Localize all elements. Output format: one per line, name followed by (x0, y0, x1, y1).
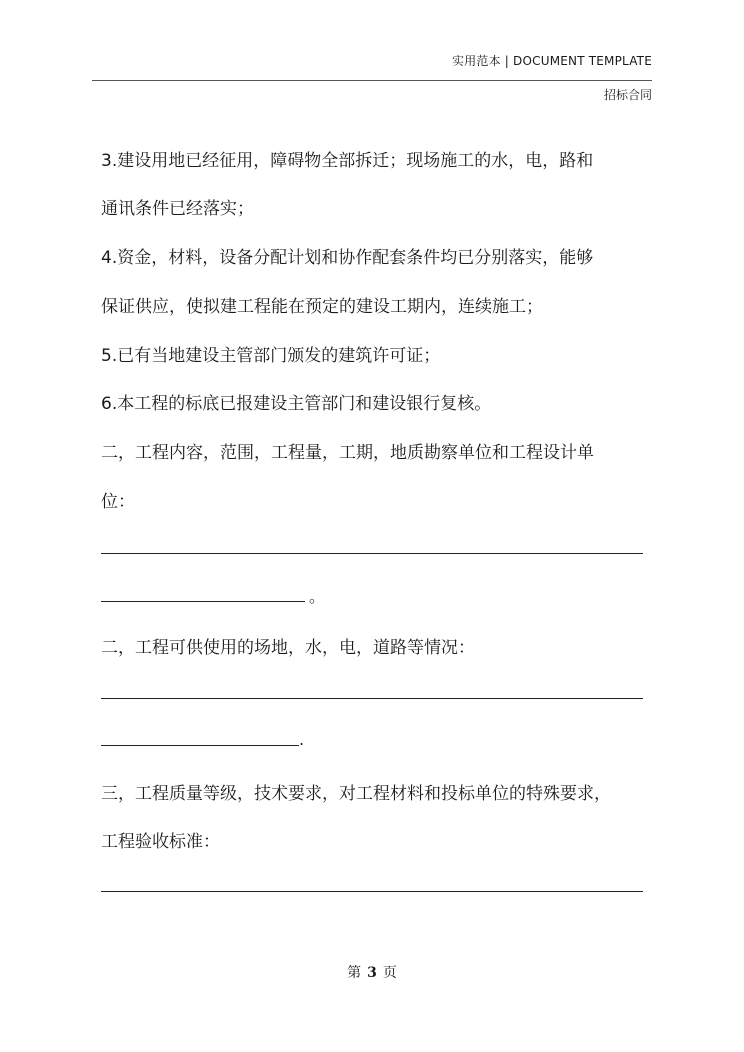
fill-in-blank-line (101, 698, 643, 699)
page-number: 3 (367, 965, 377, 981)
fill-in-blank-line (101, 553, 643, 554)
paragraph-line-5: 5.已有当地建设主管部门颁发的建筑许可证； (101, 346, 441, 366)
section-heading-quality: 三，工程质量等级，技术要求，对工程材料和投标单位的特殊要求， (101, 784, 611, 804)
section-heading-quality-cont: 工程验收标准： (101, 832, 220, 852)
fill-in-blank-line (101, 891, 643, 892)
fill-ending-mark: . (299, 730, 305, 749)
paragraph-line-2: 通讯条件已经落实； (101, 199, 254, 219)
fill-ending-mark: 。 (309, 587, 326, 606)
paragraph-line-1: 3.建设用地已经征用，障碍物全部拆迁；现场施工的水，电，路和 (101, 151, 594, 171)
fill-in-blank-line (101, 601, 305, 602)
header-doc-title: 招标合同 (603, 88, 652, 102)
header-brand: 实用范本 | DOCUMENT TEMPLATE (451, 54, 652, 68)
header-divider (92, 80, 652, 81)
section-heading-scope: 二，工程内容，范围，工程量，工期，地质勘察单位和工程设计单 (101, 443, 594, 463)
page-footer (0, 962, 744, 982)
fill-in-blank-line (101, 745, 299, 746)
section-heading-scope-cont: 位： (101, 492, 135, 512)
footer-suffix: 页 (382, 965, 397, 981)
paragraph-line-3: 4.资金，材料，设备分配计划和协作配套条件均已分别落实，能够 (101, 248, 594, 268)
footer-prefix: 第 (347, 965, 362, 981)
paragraph-line-6: 6.本工程的标底已报建设主管部门和建设银行复核。 (101, 394, 492, 414)
paragraph-line-4: 保证供应，使拟建工程能在预定的建设工期内，连续施工； (101, 297, 543, 317)
section-heading-site: 二，工程可供使用的场地，水，电，道路等情况： (101, 638, 475, 658)
